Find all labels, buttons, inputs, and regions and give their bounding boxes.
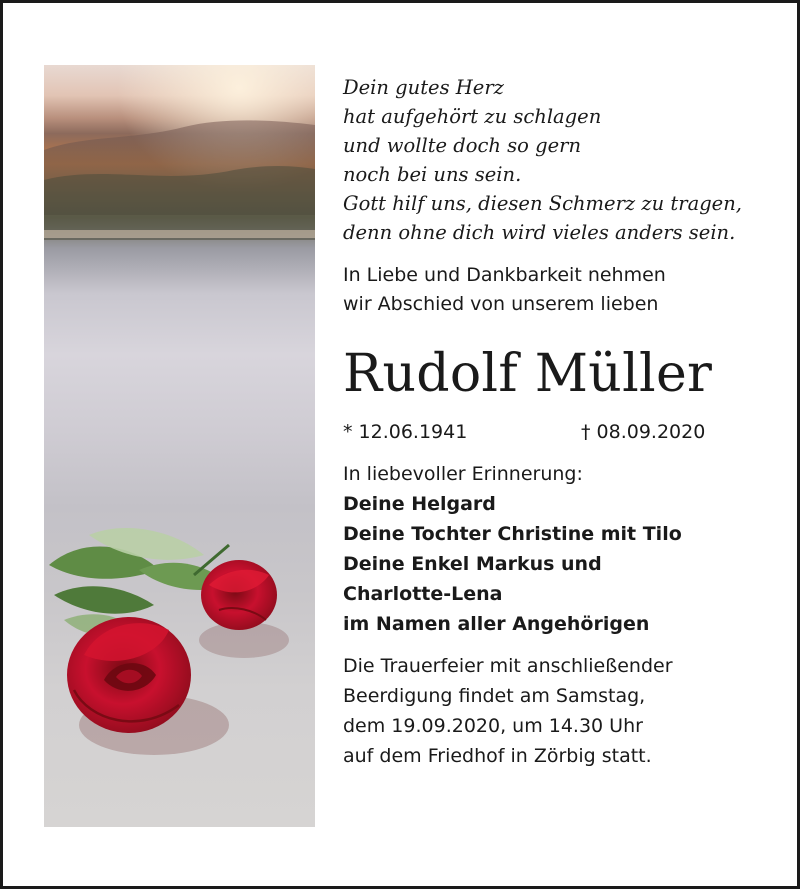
intro-line: In Liebe und Dankbarkeit nehmen: [343, 264, 666, 286]
verse-line: denn ohne dich wird vieles anders sein.: [343, 221, 736, 244]
mourners-heading: In liebevoller Erinnerung:: [343, 463, 583, 485]
verse-line: Gott hilf uns, diesen Schmerz zu tragen,: [343, 192, 742, 215]
service-line: Beerdigung findet am Samstag,: [343, 685, 646, 707]
mourner-line: im Namen aller Angehörigen: [343, 613, 650, 635]
intro-line: wir Abschied von unserem lieben: [343, 293, 659, 315]
memorial-verse: [343, 73, 773, 247]
verse-line: hat aufgehört zu schlagen: [343, 105, 602, 128]
mourner-line: Charlotte-Lena: [343, 583, 503, 605]
service-line: auf dem Friedhof in Zörbig statt.: [343, 745, 652, 767]
mourner-line: Deine Tochter Christine mit Tilo: [343, 523, 682, 545]
verse-line: noch bei uns sein.: [343, 163, 522, 186]
farewell-intro: [343, 261, 773, 319]
life-dates: [343, 417, 773, 447]
verse-line: Dein gutes Herz: [343, 76, 504, 99]
obituary-text: [343, 73, 773, 771]
funeral-service-info: [343, 651, 773, 771]
roses-illustration: [44, 65, 315, 827]
roses-on-water-photo: [44, 65, 315, 827]
birth-date: * 12.06.1941: [343, 421, 468, 443]
service-line: dem 19.09.2020, um 14.30 Uhr: [343, 715, 643, 737]
death-date: † 08.09.2020: [581, 421, 706, 443]
service-line: Die Trauerfeier mit anschließender: [343, 655, 673, 677]
mourner-line: Deine Helgard: [343, 493, 496, 515]
mourner-line: Deine Enkel Markus und: [343, 553, 602, 575]
deceased-name: Rudolf Müller: [343, 344, 713, 404]
verse-line: und wollte doch so gern: [343, 134, 582, 157]
mourners-list: [343, 459, 773, 639]
